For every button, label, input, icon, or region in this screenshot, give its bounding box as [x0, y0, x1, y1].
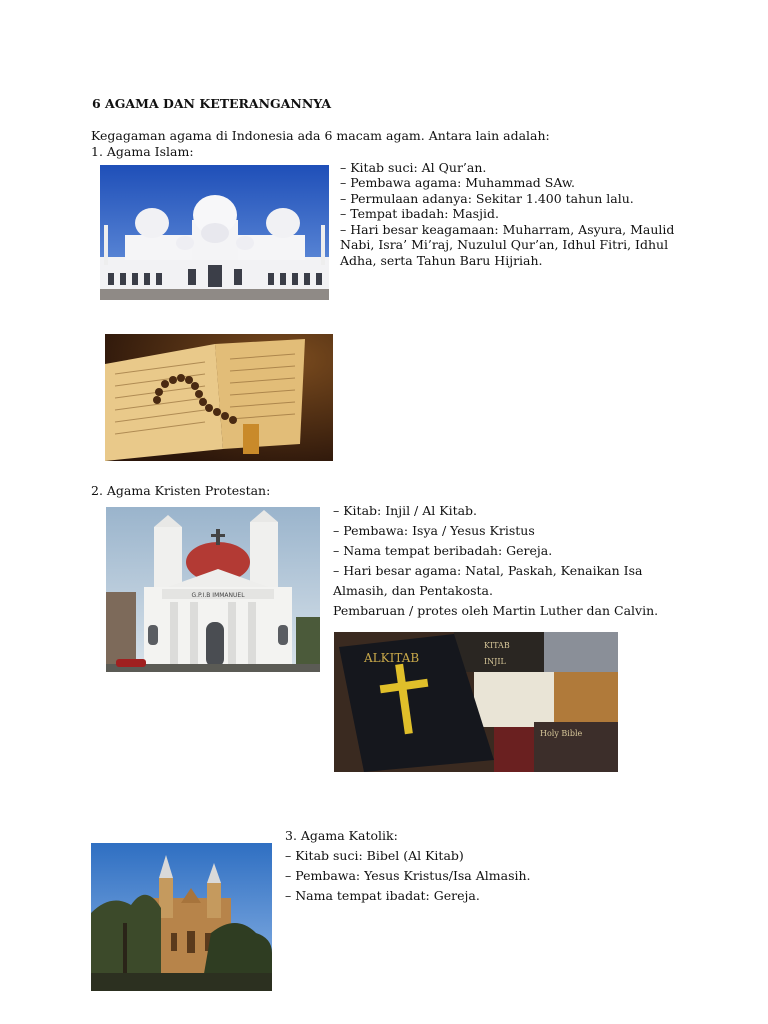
quran-image	[105, 334, 333, 461]
katolik-heading: 3. Agama Katolik:	[285, 828, 398, 843]
protestan-line: – Kitab: Injil / Al Kitab.	[333, 503, 478, 518]
bible-collage-image	[334, 632, 618, 772]
cathedral-image	[91, 843, 272, 991]
book-cover-title: ALKITAB	[364, 651, 420, 665]
intro-text: Kegagaman agama di Indonesia ada 6 macam agam. Antara lain adalah:	[91, 128, 550, 143]
katolik-line: – Pembawa: Yesus Kristus/Isa Almasih.	[285, 868, 531, 883]
protestan-heading: 2. Agama Kristen Protestan:	[91, 483, 271, 498]
protestan-line: – Hari besar agama: Natal, Paskah, Kenaikan Isa	[333, 563, 643, 578]
islam-heading: 1. Agama Islam:	[91, 144, 194, 159]
church-sign-text: G.P.I.B IMMANUEL	[191, 592, 245, 599]
protestan-line: Almasih, dan Pentakosta.	[333, 583, 493, 598]
islam-line: – Tempat ibadah: Masjid.	[340, 206, 499, 221]
collage-label: KITAB	[484, 641, 510, 650]
protestan-line: – Nama tempat beribadah: Gereja.	[333, 543, 553, 558]
islam-line: Nabi, Isra’ Mi’raj, Nuzulul Qur’an, Idhul Fitri, Idhul	[340, 237, 669, 252]
page-title: 6 AGAMA DAN KETERANGANNYA	[92, 96, 332, 111]
islam-line: – Permulaan adanya: Sekitar 1.400 tahun lalu.	[340, 191, 634, 206]
collage-label: INJIL	[484, 657, 506, 666]
islam-line: – Hari besar keagamaan: Muharram, Asyura, Maulid	[340, 222, 675, 237]
church-image	[106, 507, 320, 672]
mosque-image	[100, 165, 329, 300]
katolik-line: – Nama tempat ibadat: Gereja.	[285, 888, 480, 903]
islam-line: – Pembawa agama: Muhammad SAw.	[340, 175, 576, 190]
collage-label: Holy Bible	[540, 729, 583, 738]
protestan-line: – Pembawa: Isya / Yesus Kristus	[333, 523, 535, 538]
katolik-line: – Kitab suci: Bibel (Al Kitab)	[285, 848, 464, 863]
islam-line: Adha, serta Tahun Baru Hijriah.	[340, 253, 543, 268]
protestan-line: Pembaruan / protes oleh Martin Luther dan Calvin.	[333, 603, 659, 618]
islam-line: – Kitab suci: Al Qur’an.	[340, 160, 487, 175]
